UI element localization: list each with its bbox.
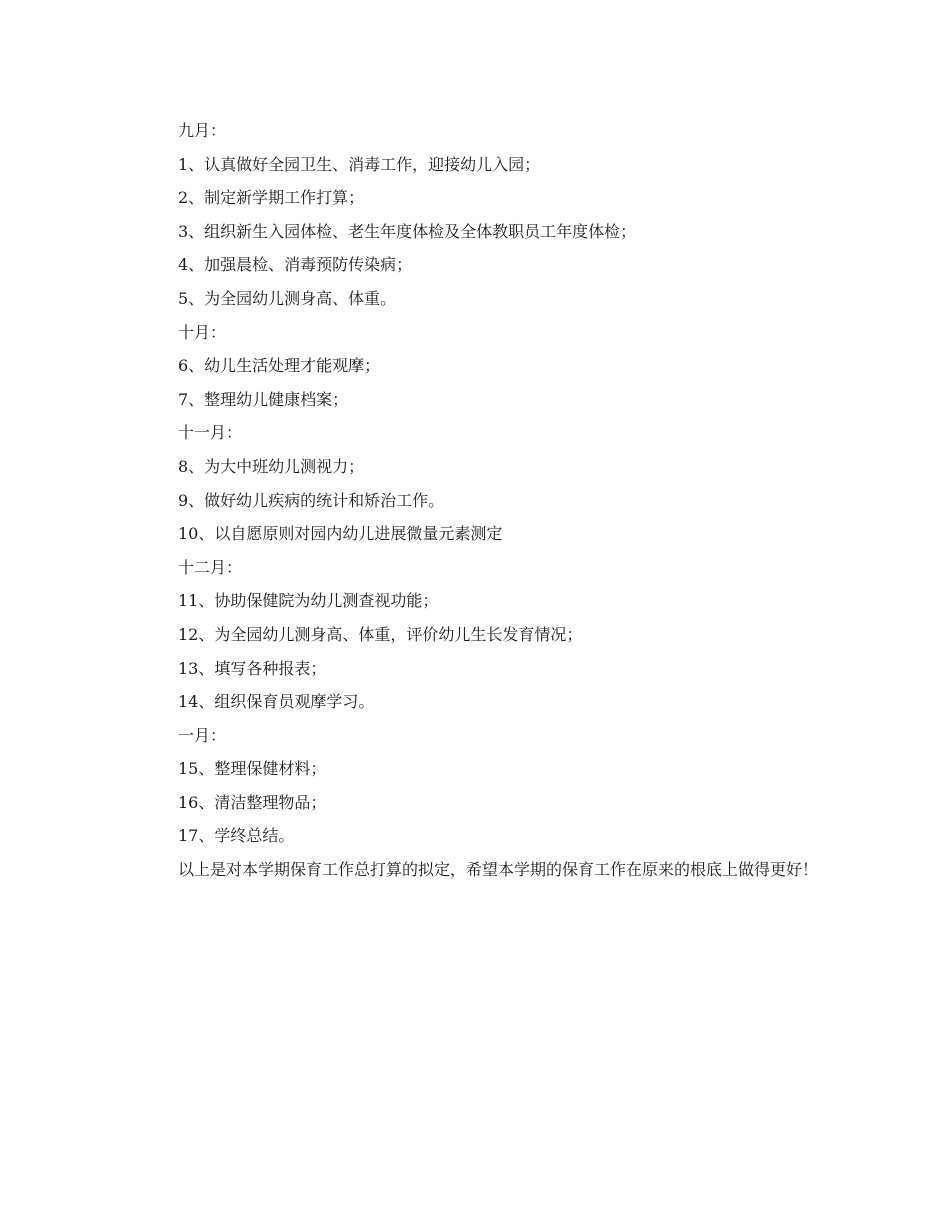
task-item-15: 15、整理保健材料；: [178, 759, 327, 779]
task-item-8: 8、为大中班幼儿测视力；: [178, 456, 365, 476]
task-item-14: 14、组织保育员观摩学习。: [178, 692, 375, 712]
task-item-10: 10、以自愿原则对园内幼儿进展微量元素测定: [178, 524, 503, 544]
task-item-4: 4、加强晨检、消毒预防传染病；: [178, 255, 413, 275]
task-item-13: 13、填写各种报表；: [178, 658, 327, 678]
task-item-1: 1、认真做好全园卫生、消毒工作，迎接幼儿入园；: [178, 154, 541, 174]
task-item-11: 11、协助保健院为幼儿测查视功能；: [178, 591, 439, 611]
task-item-5: 5、为全园幼儿测身高、体重。: [178, 288, 397, 308]
task-item-6: 6、幼儿生活处理才能观摩；: [178, 356, 381, 376]
month-heading-october: 十月：: [178, 322, 227, 342]
closing-paragraph: 以上是对本学期保育工作总打算的拟定，希望本学期的保育工作在原来的根底上做得更好！: [178, 860, 819, 880]
task-item-9: 9、做好幼儿疾病的统计和矫治工作。: [178, 490, 445, 510]
task-item-7: 7、整理幼儿健康档案；: [178, 389, 349, 409]
task-item-12: 12、为全园幼儿测身高、体重，评价幼儿生长发育情况；: [178, 624, 583, 644]
month-heading-january: 一月：: [178, 725, 227, 745]
document-body: [140, 114, 820, 887]
month-heading-september: 九月：: [178, 121, 227, 140]
month-heading-november: 十一月：: [178, 423, 243, 443]
task-item-16: 16、清洁整理物品；: [178, 792, 327, 812]
task-item-17: 17、学终总结。: [178, 826, 295, 846]
month-heading-december: 十二月：: [178, 557, 243, 577]
task-item-3: 3、组织新生入园体检、老生年度体检及全体教职员工年度体检；: [178, 221, 637, 241]
task-item-2: 2、制定新学期工作打算；: [178, 188, 365, 208]
